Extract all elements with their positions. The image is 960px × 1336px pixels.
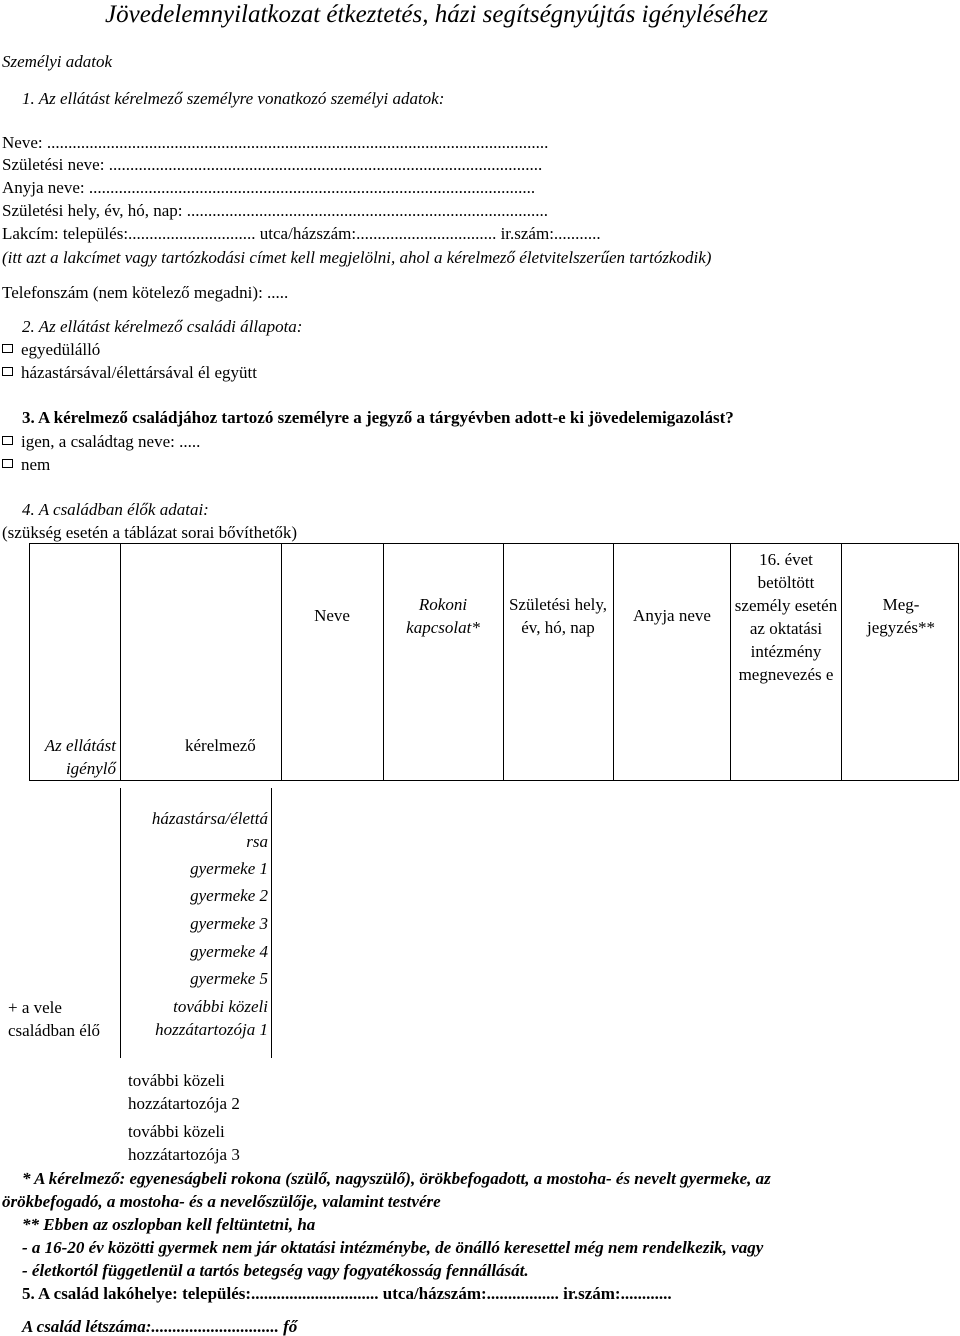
applicant-label: Az ellátást igénylő [44, 736, 116, 778]
footnote-1b: örökbefogadó, a mostoha- és a nevelőszülője, valamint testvére [2, 1192, 441, 1211]
row-child-5: gyermeke 5 [190, 969, 268, 988]
family-size-field[interactable]: A család létszáma:.............................. fő [22, 1317, 298, 1336]
address-note: (itt azt a lakcímet vagy tartózkodási címet kell megjelölni, ahol a kérelmező életvitelszerűen tartózkodik) [2, 248, 712, 267]
header-relationship: Rokoni kapcsolat* [406, 595, 480, 637]
mother-name-field[interactable]: Anyja neve: ......................................................................................................... [2, 178, 536, 197]
page-title: Jövedelemnyilatkozat étkeztetés, házi segítségnyújtás igényléséhez [105, 1, 768, 28]
row-child-3: gyermeke 3 [190, 914, 268, 933]
footnote-3: - a 16-20 év közötti gyermek nem jár oktatási intézménybe, de önálló keresettel még nem rendelkezik, vagy [22, 1238, 764, 1257]
applicant-relationship: kérelmező [185, 736, 256, 755]
row-child-4: gyermeke 4 [190, 942, 268, 961]
header-school: 16. évet betöltött személy esetén az oktatási intézmény megnevezés e [734, 550, 838, 684]
header-mother: Anyja neve [633, 606, 711, 625]
q2-heading: 2. Az ellátást kérelmező családi állapota: [22, 317, 303, 336]
checkbox-icon[interactable] [2, 436, 13, 445]
q1-heading: 1. Az ellátást kérelmező személyre vonatkozó személyi adatok: [22, 89, 445, 108]
row-child-1: gyermeke 1 [190, 859, 268, 878]
yes-option-label: igen, a családtag neve: ..... [21, 432, 201, 451]
family-label: + a vele családban élő [8, 998, 101, 1040]
q4-note: (szükség esetén a táblázat sorai bővíthetők) [2, 523, 298, 542]
checkbox-icon[interactable] [2, 459, 13, 468]
single-option-label: egyedülálló [21, 340, 101, 359]
married-option-label: házastársával/élettársával él együtt [21, 363, 257, 382]
single-option[interactable] [2, 341, 100, 358]
footnote-1a: * A kérelmező: egyeneságbeli rokona (szülő, nagyszülő), örökbefogadott, a mostoha- és nevelt gyermeke, az [22, 1169, 771, 1188]
yes-option[interactable] [2, 433, 200, 450]
checkbox-icon[interactable] [2, 367, 13, 376]
birth-name-field[interactable]: Születési neve: ...................................................................................................... [2, 155, 543, 174]
row-relative-3: további közeli hozzátartozója 3 [128, 1122, 240, 1164]
footnote-4: - életkortól függetlenül a tartós betegség vagy fogyatékosság fennállását. [22, 1261, 529, 1280]
header-name: Neve [314, 606, 350, 625]
header-remarks: Meg-jegyzés** [867, 595, 935, 637]
q5-residence-field[interactable]: 5. A család lakóhelye: település:.............................. utca/házszám:................. ir.szám:............ [22, 1284, 672, 1303]
q4-heading: 4. A családban élők adatai: [22, 500, 209, 519]
married-option[interactable] [2, 364, 257, 381]
address-field[interactable]: Lakcím: település:.............................. utca/házszám:................................. ir.szám:........... [2, 224, 601, 243]
row-child-2: gyermeke 2 [190, 886, 268, 905]
checkbox-icon[interactable] [2, 344, 13, 353]
row-relative-2: további közeli hozzátartozója 2 [128, 1071, 240, 1113]
footnote-2: ** Ebben az oszlopban kell feltüntetni, ha [22, 1215, 316, 1234]
name-field[interactable]: Neve: ...................................................................................................................... [2, 133, 549, 152]
q3-heading: 3. A kérelmező családjához tartozó személyre a jegyző a tárgyévben adott-e ki jövedelemigazolást? [22, 408, 734, 427]
section-personal-data: Személyi adatok [2, 52, 112, 71]
no-option[interactable] [2, 456, 50, 473]
phone-field[interactable]: Telefonszám (nem kötelező megadni): ..... [2, 283, 289, 302]
header-birth: Születési hely, év, hó, nap [508, 595, 608, 637]
row-spouse: házastársa/élettá rsa [151, 809, 268, 851]
birth-place-field[interactable]: Születési hely, év, hó, nap: ..................................................................................... [2, 201, 549, 220]
no-option-label: nem [21, 455, 51, 474]
row-relative-1: további közeli hozzátartozója 1 [155, 997, 268, 1039]
